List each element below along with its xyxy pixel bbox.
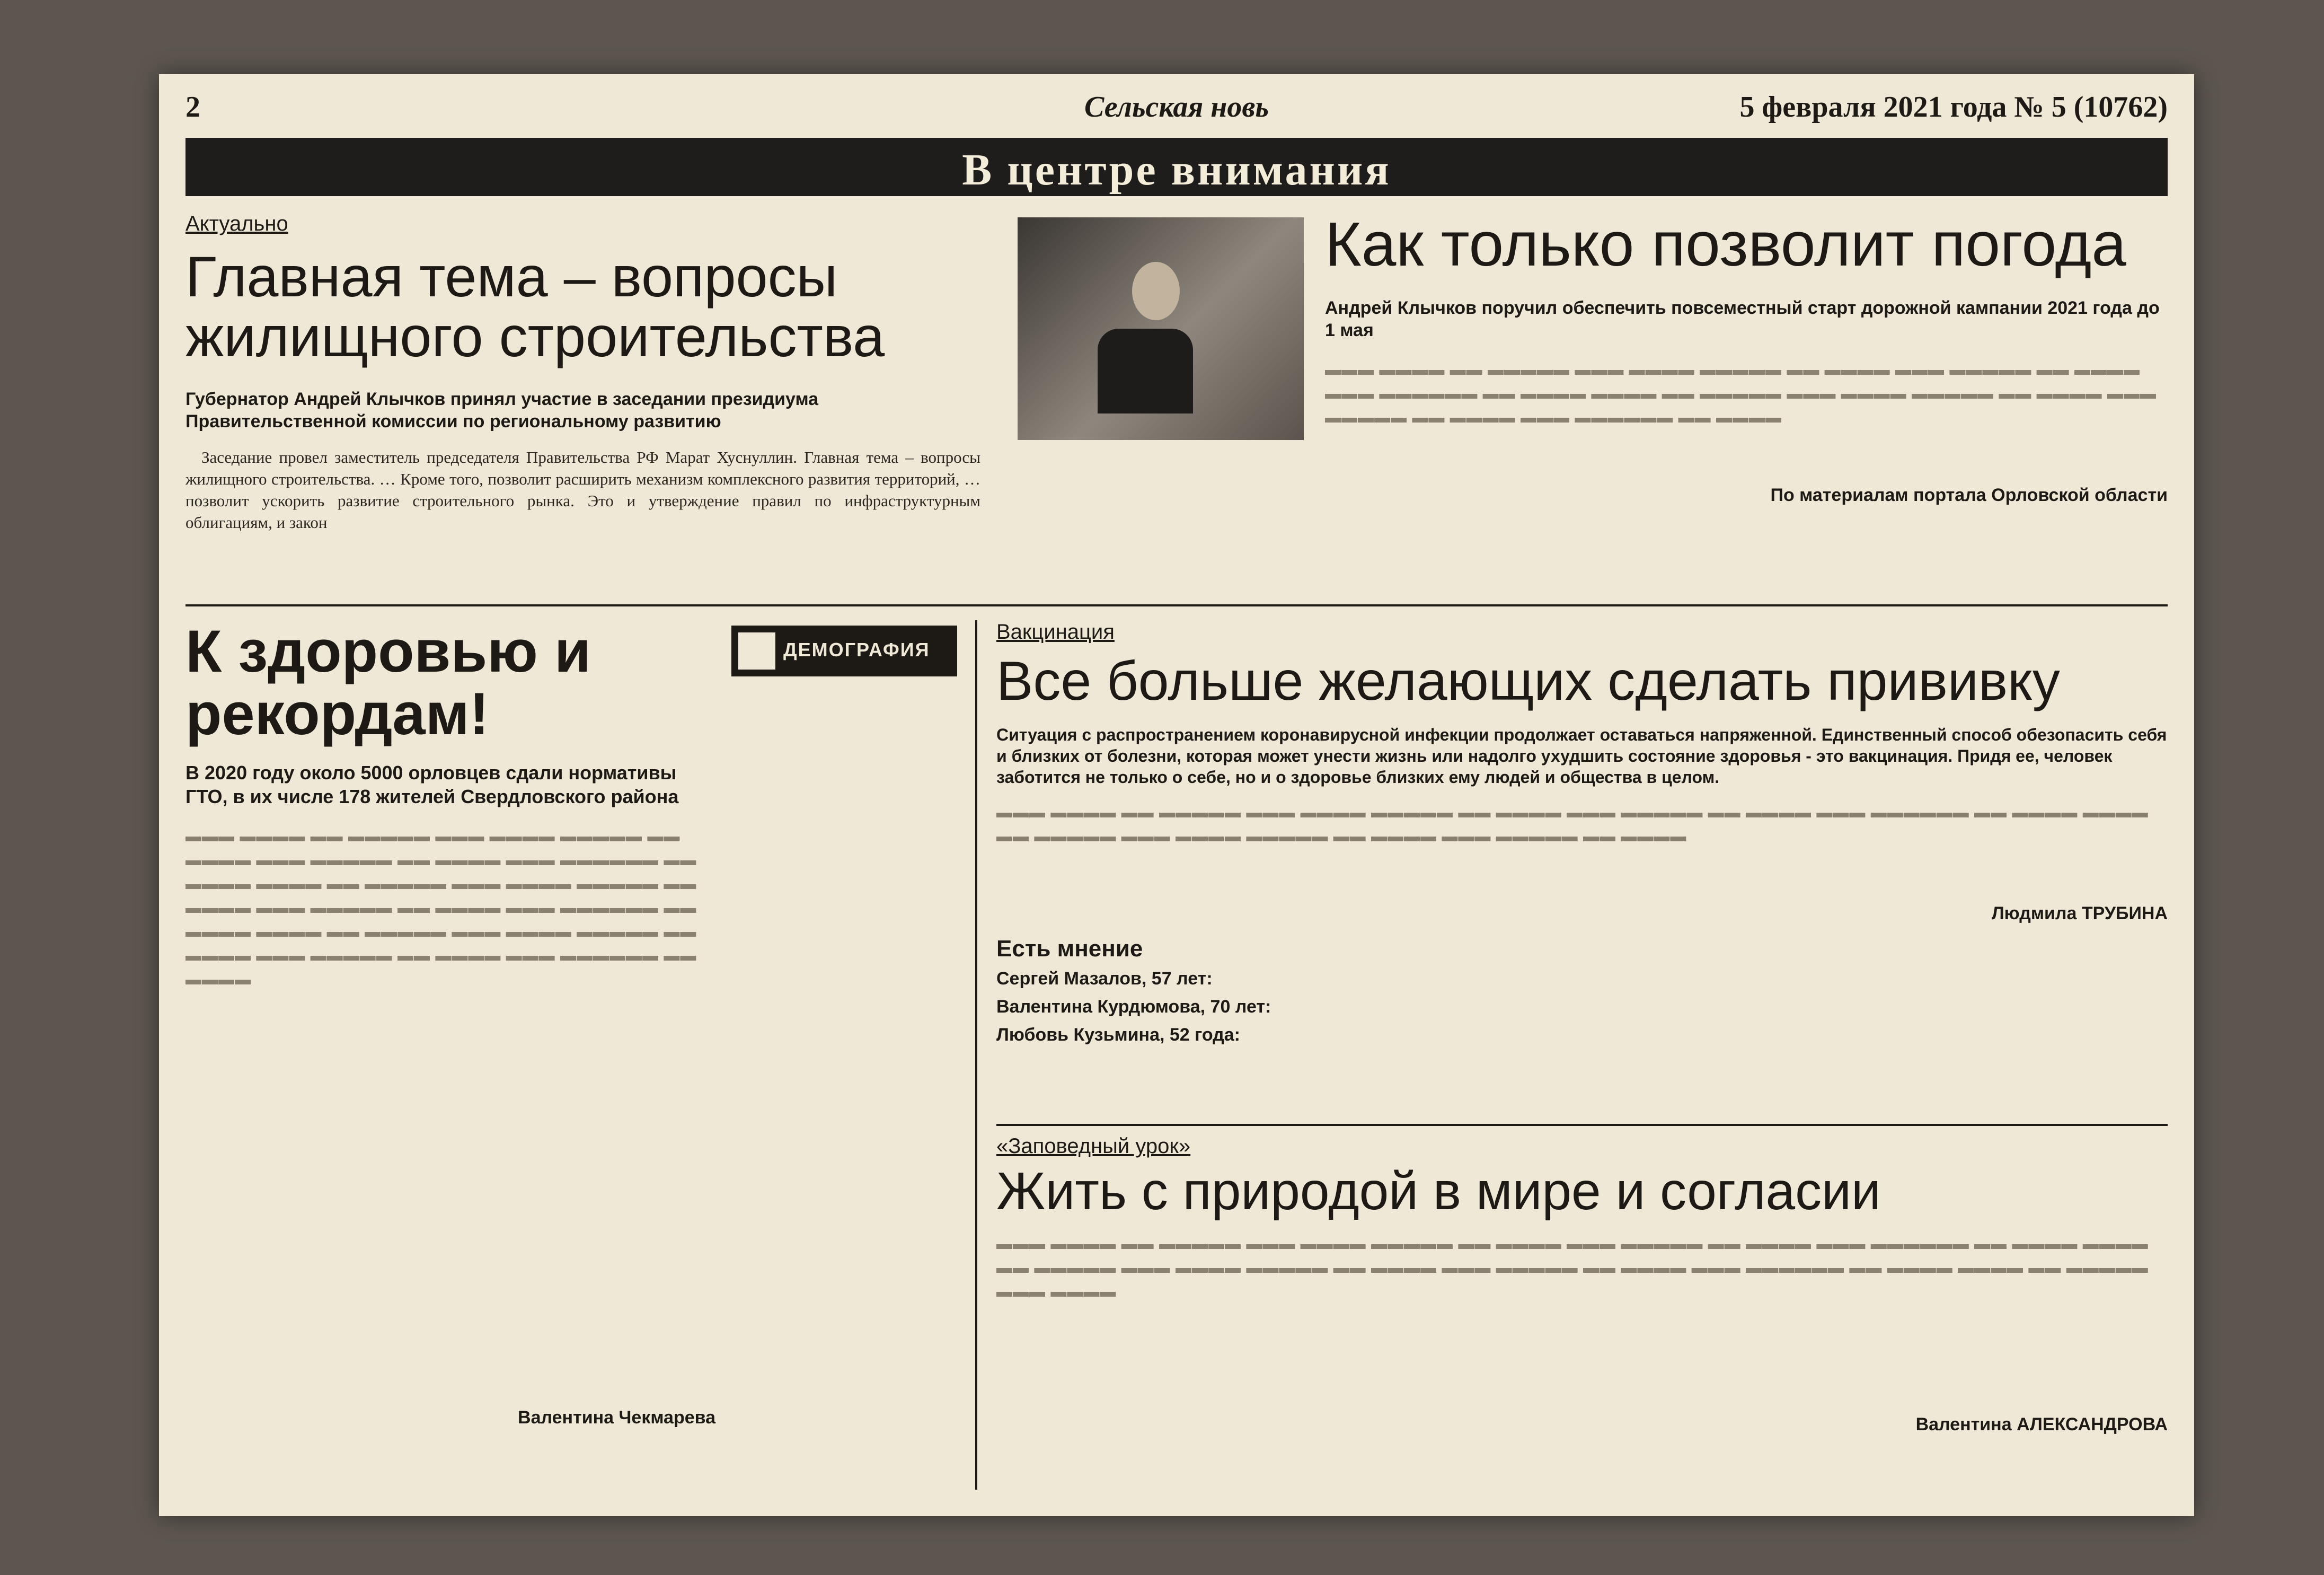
opinion-author-3: Любовь Кузьмина, 52 года: — [996, 1025, 1240, 1045]
article-gto — [185, 620, 715, 1428]
kicker-lesson: «Заповедный урок» — [996, 1134, 1191, 1158]
photo-figure-head — [1132, 262, 1180, 320]
demography-logo — [731, 626, 957, 676]
newspaper-name: Сельская новь — [1084, 91, 1269, 124]
lead-gto: В 2020 году около 5000 орловцев сдали нормативы ГТО, в их числе 178 жителей Свердловского района — [185, 762, 679, 808]
kicker-vaccination: Вакцинация — [996, 620, 1115, 644]
headline-construction: Главная тема – вопросы жилищного строительства — [185, 244, 885, 369]
opinion-heading: Есть мнение — [996, 936, 1143, 962]
newspaper-page — [159, 74, 2194, 1516]
masthead — [185, 90, 2168, 127]
headline-vaccine: Все больше желающих сделать прививку — [996, 650, 2060, 712]
signature-gto: Валентина Чекмарева — [518, 1407, 715, 1428]
opinion-author-2: Валентина Курдюмова, 70 лет: — [996, 997, 1271, 1017]
article-vaccine — [996, 620, 2168, 1045]
body-text: Заседание провел заместитель председателя Правительства РФ Марат Хуснуллин. Главная тема – вопросы жилищного строительства. … Кроме того, позволит расширить механизм комплексного развития территорий, … позволит ускорить развитие строительного рынка. Это и утверждение правил по инфраструктурным облигациям, и закон — [185, 447, 980, 532]
demography-logo-label: ДЕМОГРАФИЯ — [783, 639, 930, 661]
rubric-title: В центре внимания — [962, 145, 1391, 195]
lead-construction: Губернатор Андрей Клычков принял участие в заседании президиума Правительственной комиссии по региональному развитию — [185, 389, 819, 432]
body-lesson-placeholder: ▬▬▬ ▬▬▬▬ ▬▬ ▬▬▬▬▬ ▬▬▬ ▬▬▬▬ ▬▬▬▬▬ ▬▬ ▬▬▬▬ ▬▬▬ ▬▬▬▬▬ ▬▬ ▬▬▬▬ ▬▬▬ ▬▬▬▬▬▬ ▬▬ ▬▬▬▬ ▬▬▬▬ ▬▬ ▬▬▬▬▬ ▬▬▬ ▬▬▬▬ ▬▬▬▬▬ ▬▬ ▬▬▬▬ ▬▬▬ ▬▬▬▬▬ ▬▬ ▬▬▬▬ ▬▬▬ ▬▬▬▬▬▬ ▬▬ ▬▬▬▬ ▬▬▬▬ ▬▬ ▬▬▬▬▬ ▬▬▬ ▬▬▬▬ — [996, 1235, 2149, 1300]
divider-horizontal-2 — [996, 1124, 2168, 1126]
photo-figure-body — [1098, 329, 1193, 413]
lead-roads: Андрей Клычков поручил обеспечить повсеместный старт дорожной кампании 2021 года до 1 мая — [1325, 297, 2160, 341]
headline-lesson: Жить с природой в мире и согласии — [996, 1162, 1881, 1221]
lead-vaccine: Ситуация с распространением коронавирусной инфекции продолжает оставаться напряженной. Единственный способ обезопасить себя и близких от болезни, которая может унести жизнь или надолго ухудшить состояние здоровья - это вакцинация. Придя ее, человек заботится не только о себе, но и о здоровье близких ему людей и общества в целом. — [996, 725, 2167, 787]
kicker-actual: Актуально — [185, 212, 288, 235]
demography-logo-mark — [738, 632, 775, 670]
divider-vertical — [975, 620, 977, 1490]
governor-photo — [1018, 217, 1304, 440]
body-roads-placeholder: ▬▬▬ ▬▬▬▬ ▬▬ ▬▬▬▬▬ ▬▬▬ ▬▬▬▬ ▬▬▬▬▬ ▬▬ ▬▬▬▬ ▬▬▬ ▬▬▬▬▬ ▬▬ ▬▬▬▬ ▬▬▬ ▬▬▬▬▬▬ ▬▬ ▬▬▬▬ ▬▬▬▬ ▬▬ ▬▬▬▬▬ ▬▬▬ ▬▬▬▬ ▬▬▬▬▬ ▬▬ ▬▬▬▬ ▬▬▬ ▬▬▬▬▬ ▬▬ ▬▬▬▬ ▬▬▬ ▬▬▬▬▬▬ ▬▬ ▬▬▬▬ — [1325, 360, 2157, 426]
article-lesson — [996, 1134, 2168, 1435]
body-vaccine-placeholder: ▬▬▬ ▬▬▬▬ ▬▬ ▬▬▬▬▬ ▬▬▬ ▬▬▬▬ ▬▬▬▬▬ ▬▬ ▬▬▬▬ ▬▬▬ ▬▬▬▬▬ ▬▬ ▬▬▬▬ ▬▬▬ ▬▬▬▬▬▬ ▬▬ ▬▬▬▬ ▬▬▬▬ ▬▬ ▬▬▬▬▬ ▬▬▬ ▬▬▬▬ ▬▬▬▬▬ ▬▬ ▬▬▬▬ ▬▬▬ ▬▬▬▬▬ ▬▬ ▬▬▬▬ — [996, 804, 2149, 846]
byline-roads: По материалам портала Орловской области — [1770, 485, 2168, 505]
opinion-author-1: Сергей Мазалов, 57 лет: — [996, 969, 1213, 989]
article-roads — [1325, 209, 2168, 506]
headline-roads: Как только позволит погода — [1325, 209, 2126, 279]
body-gto-placeholder: ▬▬▬ ▬▬▬▬ ▬▬ ▬▬▬▬▬ ▬▬▬ ▬▬▬▬ ▬▬▬▬▬ ▬▬ ▬▬▬▬ ▬▬▬ ▬▬▬▬▬ ▬▬ ▬▬▬▬ ▬▬▬ ▬▬▬▬▬▬ ▬▬ ▬▬▬▬ ▬▬▬▬ ▬▬ ▬▬▬▬▬ ▬▬▬ ▬▬▬▬ ▬▬▬▬▬ ▬▬ ▬▬▬▬ ▬▬▬ ▬▬▬▬▬ ▬▬ ▬▬▬▬ ▬▬▬ ▬▬▬▬▬▬ ▬▬ ▬▬▬▬ ▬▬▬▬ ▬▬ ▬▬▬▬▬ ▬▬▬ ▬▬▬▬ ▬▬▬▬▬ ▬▬ ▬▬▬▬ ▬▬▬ ▬▬▬▬▬ ▬▬ ▬▬▬▬ ▬▬▬ ▬▬▬▬▬▬ ▬▬ ▬▬▬▬ — [185, 828, 697, 989]
rubric-banner — [185, 138, 2168, 196]
signature-vaccine: Людмила ТРУБИНА — [1991, 903, 2168, 924]
signature-lesson: Валентина АЛЕКСАНДРОВА — [1915, 1414, 2168, 1435]
page-number: 2 — [185, 91, 200, 124]
divider-horizontal — [185, 604, 2168, 606]
issue-date: 5 февраля 2021 года № 5 (10762) — [1739, 91, 2168, 124]
headline-gto: К здоровью и рекордам! — [185, 618, 591, 747]
